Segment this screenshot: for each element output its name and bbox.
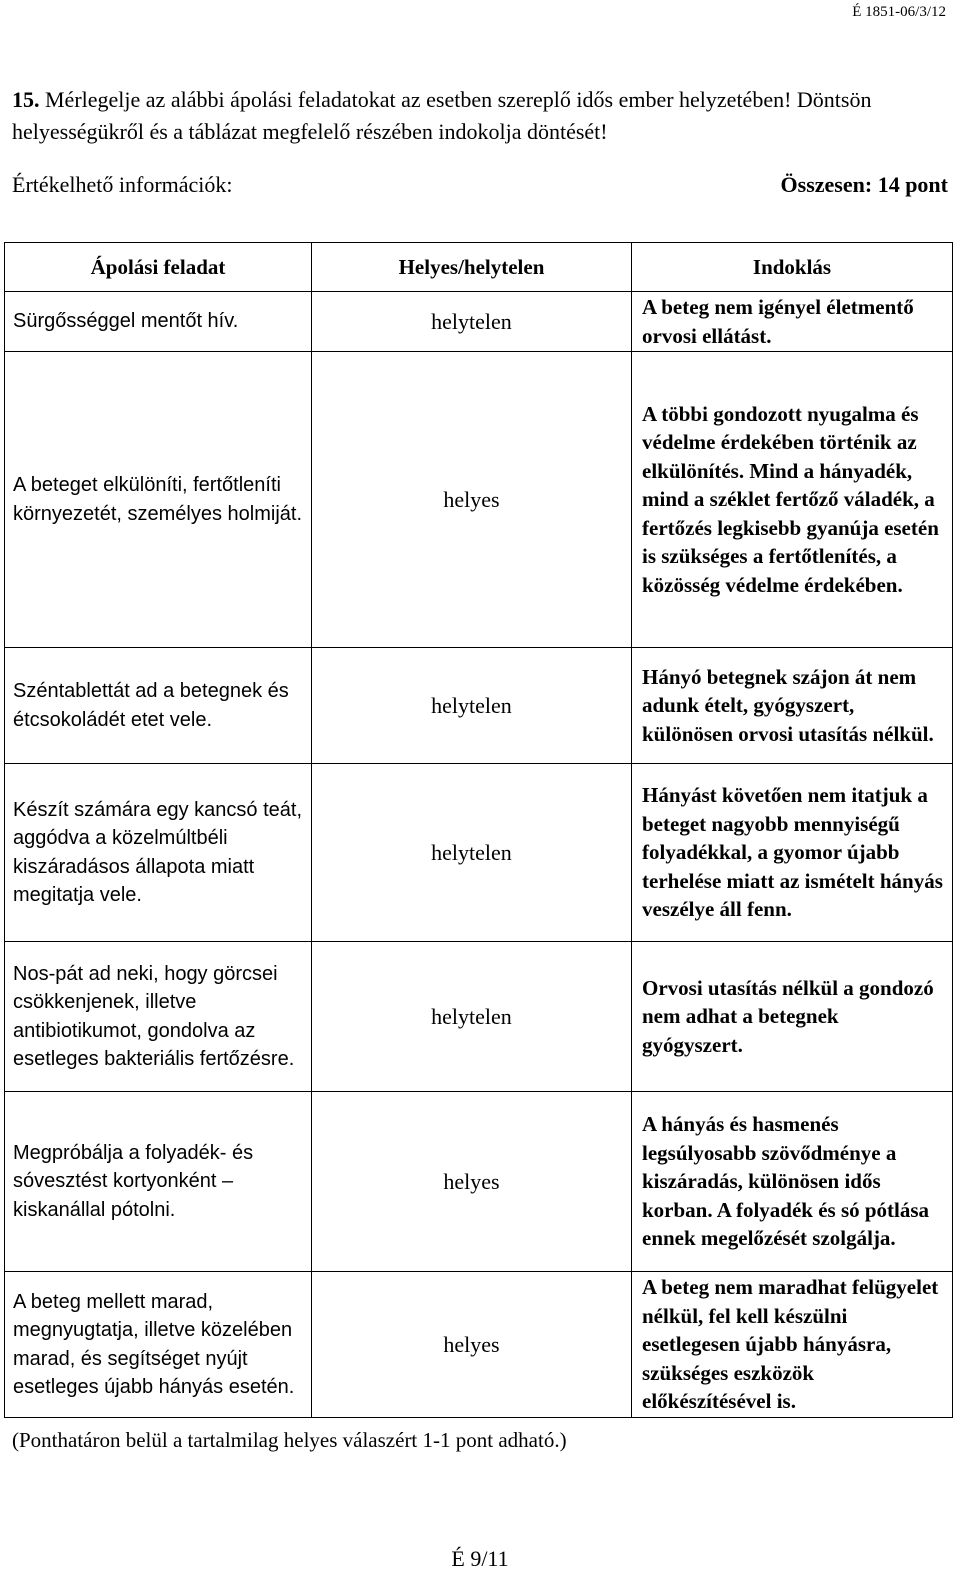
- reason-cell: A beteg nem maradhat felügyelet nélkül, fel kell készülni esetlegesen újabb hányásra, szükséges eszközök előkészítésével is.: [632, 1272, 953, 1418]
- reason-cell: A beteg nem igényel életmentő orvosi ellátást.: [632, 292, 953, 352]
- verdict-cell: helyes: [312, 352, 632, 648]
- table-row: [5, 292, 953, 352]
- question: [12, 84, 948, 148]
- reason-cell: A hányás és hasmenés legsúlyosabb szövődménye a kiszáradás, különösen idős korban. A folyadék és só pótlása ennek megelőzését szolgálja.: [632, 1092, 953, 1272]
- evaluation-label: Értékelhető információk:: [12, 172, 233, 197]
- header-task: Ápolási feladat: [5, 243, 312, 292]
- task-cell: A beteget elkülöníti, fertőtleníti környezetét, személyes holmiját.: [5, 352, 312, 648]
- total-points: Összesen: 14 pont: [780, 172, 948, 197]
- nursing-task-table: [4, 242, 953, 1418]
- table-row: [5, 1272, 953, 1418]
- reason-cell: A többi gondozott nyugalma és védelme érdekében történik az elkülönítés. Mind a hányadék, mind a széklet fertőző váladék, a fertőzés legkisebb gyanúja esetén is szükséges a fertőtlenítés, a közösség védelme érdekében.: [632, 352, 953, 648]
- task-cell: Készít számára egy kancsó teát, aggódva a közelmúltbéli kiszáradásos állapota miatt megitatja vele.: [5, 764, 312, 942]
- reason-cell: Hányó betegnek szájon át nem adunk ételt, gyógyszert, különösen orvosi utasítás nélkül.: [632, 648, 953, 764]
- task-cell: Megpróbálja a folyadék- és sóvesztést kortyonként – kiskanállal pótolni.: [5, 1092, 312, 1272]
- table-row: [5, 942, 953, 1092]
- verdict-cell: helyes: [312, 1272, 632, 1418]
- table-row: [5, 352, 953, 648]
- task-cell: Sürgősséggel mentőt hív.: [5, 292, 312, 352]
- verdict-cell: helytelen: [312, 942, 632, 1092]
- verdict-cell: helyes: [312, 1092, 632, 1272]
- task-cell: A beteg mellett marad, megnyugtatja, illetve közelében marad, és segítséget nyújt esetleges újabb hányás esetén.: [5, 1272, 312, 1418]
- verdict-cell: helytelen: [312, 648, 632, 764]
- question-number: 15.: [12, 87, 40, 112]
- verdict-cell: helytelen: [312, 292, 632, 352]
- reason-cell: Orvosi utasítás nélkül a gondozó nem adhat a betegnek gyógyszert.: [632, 942, 953, 1092]
- page-number: É 9/11: [451, 1546, 509, 1571]
- table-row: [5, 1092, 953, 1272]
- reason-cell: Hányást követően nem itatjuk a beteget nagyobb mennyiségű folyadékkal, a gyomor újabb terhelése miatt az ismételt hányás veszélye áll fenn.: [632, 764, 953, 942]
- task-cell: Széntablettát ad a betegnek és étcsokoládét etet vele.: [5, 648, 312, 764]
- table-header-row: [5, 243, 953, 292]
- scoring-note: (Ponthatáron belül a tartalmilag helyes válaszért 1-1 pont adható.): [12, 1428, 567, 1452]
- verdict-cell: helytelen: [312, 764, 632, 942]
- document-code: É 1851-06/3/12: [852, 4, 946, 20]
- header-reason: Indoklás: [632, 243, 953, 292]
- question-text: Mérlegelje az alábbi ápolási feladatokat az esetben szereplő idős ember helyzetében! Döntsön helyességükről és a táblázat megfelelő részében indokolja döntését!: [12, 87, 872, 144]
- table-row: [5, 648, 953, 764]
- header-verdict: Helyes/helytelen: [312, 243, 632, 292]
- table-row: [5, 764, 953, 942]
- task-cell: Nos-pát ad neki, hogy görcsei csökkenjenek, illetve antibiotikumot, gondolva az esetleges bakteriális fertőzésre.: [5, 942, 312, 1092]
